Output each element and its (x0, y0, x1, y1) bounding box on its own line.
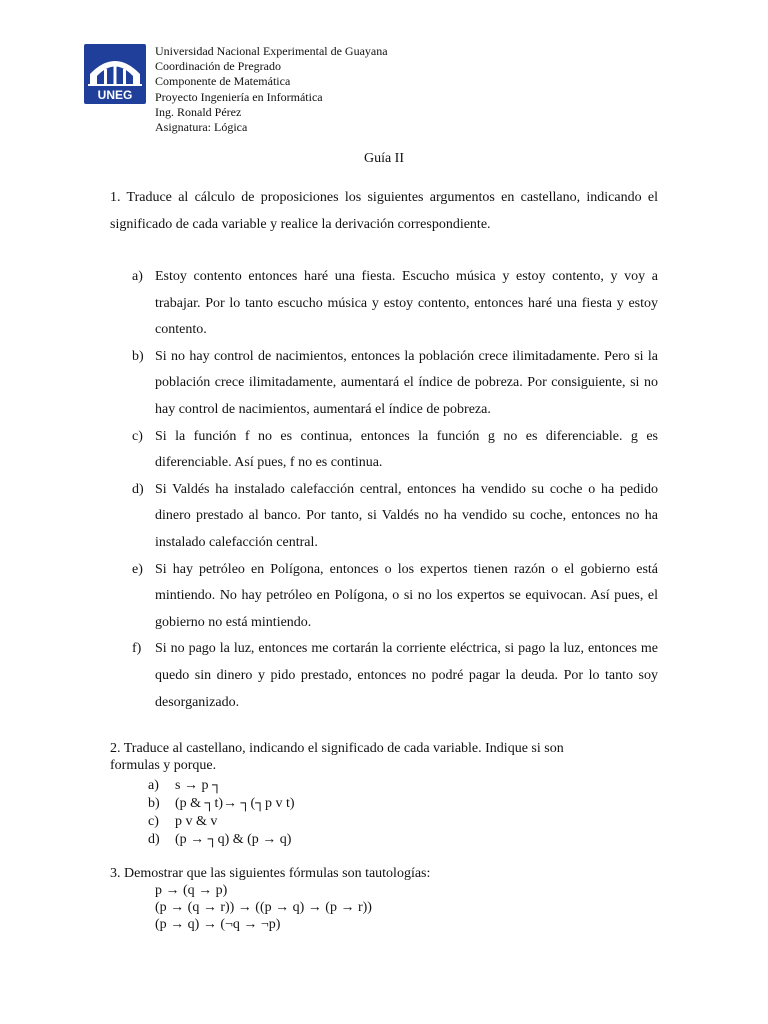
list-marker: b) (148, 796, 160, 811)
list-item (110, 477, 658, 557)
list-item-text: Si Valdés ha instalado calefacción central, entonces ha vendido su coche o ha pedido dinero prestado al banco. Por tanto, si Valdés no ha vendido su coche, entonces no ha instalado calefacción central. (155, 481, 658, 550)
list-item (110, 264, 658, 344)
list-marker: a) (132, 269, 143, 284)
list-marker: f) (132, 641, 142, 657)
header-coordination: Coordinación de Pregrado (155, 59, 281, 74)
institution-header (155, 44, 388, 135)
question-2-line-1: 2. Traduce al castellano, indicando el significado de cada variable. Indique si son (110, 741, 564, 756)
question-2-text (110, 740, 670, 774)
page-title: Guía II (363, 151, 405, 166)
list-marker: a) (148, 778, 159, 793)
uneg-logo (84, 44, 146, 104)
list-item-text: Si hay petróleo en Polígona, entonces o los expertos tienen razón o el gobierno está mintiendo. No hay petróleo en Polígona, o si no los expertos se equivocan. Así pues, el gobierno no está mintiendo. (155, 561, 658, 630)
list-marker: d) (132, 481, 144, 497)
list-marker: b) (132, 348, 144, 364)
formula-text: (p → ┐q) & (p → q) (175, 832, 292, 847)
list-item-text: Estoy contento entonces haré una fiesta. Escucho música y estoy contento, y voy a trabajar. Por lo tanto escucho música y estoy contento, entonces haré una fiesta y estoy contento. (155, 269, 658, 338)
list-marker: d) (148, 832, 160, 847)
uneg-logo-icon (84, 44, 146, 104)
header-university: Universidad Nacional Experimental de Guayana (155, 44, 388, 58)
formula-item (148, 777, 295, 795)
formula-item (148, 795, 295, 813)
formula-item (148, 813, 295, 831)
tautology-formula: (p → q) → (¬q → ¬p) (155, 917, 281, 932)
list-item (110, 636, 658, 716)
logo-text: UNEG (97, 88, 133, 102)
header-subject: Asignatura: Lógica (155, 120, 248, 135)
tautology-formula: (p → (q → r)) → ((p → q) → (p → r)) (155, 900, 372, 915)
list-marker: c) (132, 428, 143, 444)
list-item (110, 344, 658, 424)
question-1-list (110, 264, 658, 716)
list-item-text: Si no pago la luz, entonces me cortarán la corriente eléctrica, si pago la luz, entonces me quedo sin dinero y pido prestado, entonces no podré pagar la deuda. Por lo tanto soy desorganizado. (155, 641, 658, 710)
formula-item (148, 831, 295, 849)
list-item (110, 557, 658, 637)
formula-text: (p & ┐t)→ ┐(┐p v t) (175, 796, 295, 811)
list-marker: e) (132, 561, 143, 577)
question-1-text: 1. Traduce al cálculo de proposiciones los siguientes argumentos en castellano, indicando el significado de cada variable y realice la derivación correspondiente. (110, 190, 658, 232)
question-2-list (148, 777, 295, 849)
formula-text: s → p ┐ (175, 778, 222, 793)
tautology-formula: p → (q → p) (155, 883, 228, 898)
list-item-text: Si la función f no es continua, entonces la función g no es diferenciable. g es diferenciable. Así pues, f no es continua. (155, 428, 658, 471)
question-3-formulas (155, 882, 372, 933)
header-component: Componente de Matemática (155, 74, 291, 89)
list-item-text: Si no hay control de nacimientos, entonces la población crece ilimitadamente. Pero si la población crece ilimitadamente, aumentará el índice de pobreza. Por consiguiente, si no hay control de nacimientos, aumentará el índice de pobreza. (155, 348, 658, 417)
header-project: Proyecto Ingeniería en Informática (155, 89, 323, 104)
question-2-line-2: formulas y porque. (110, 758, 217, 773)
header-instructor: Ing. Ronald Pérez (155, 104, 242, 119)
formula-text: p v & v (175, 814, 218, 829)
list-item (110, 424, 658, 477)
list-marker: c) (148, 814, 159, 829)
question-3-text: 3. Demostrar que las siguientes fórmulas son tautologías: (110, 866, 431, 881)
